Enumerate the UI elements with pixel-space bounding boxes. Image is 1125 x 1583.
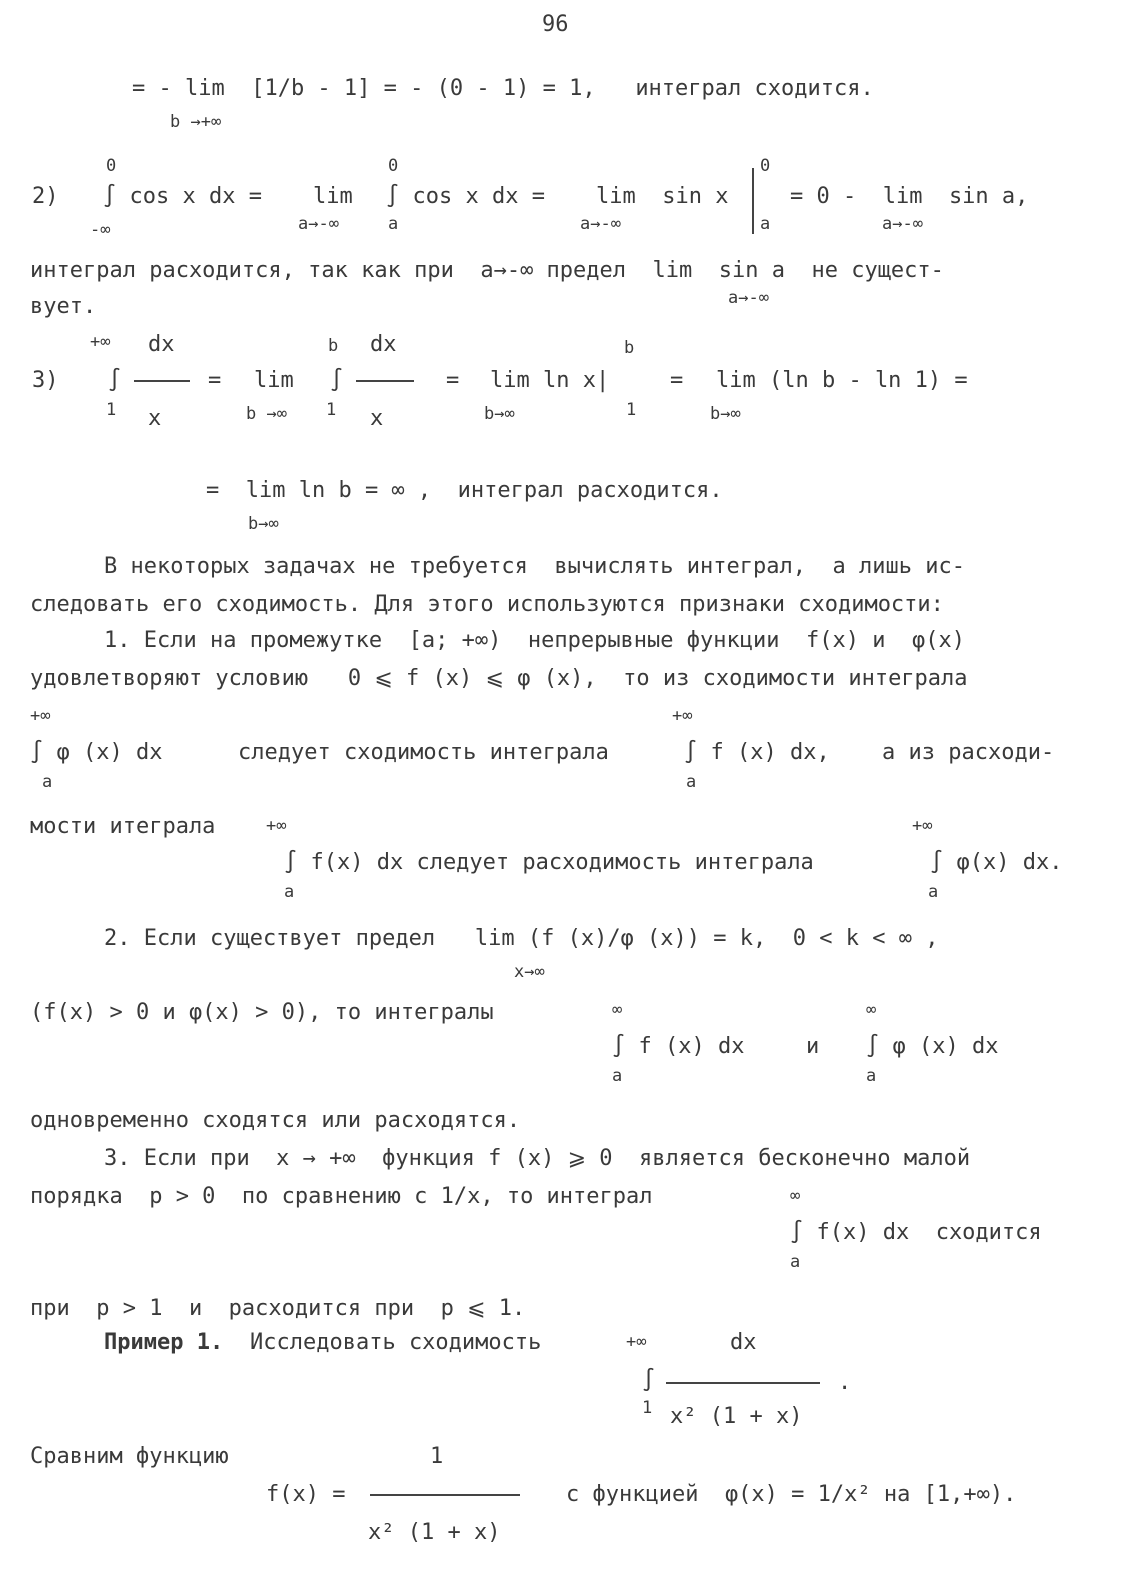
r1-right-integral: ∫ f (x) dx,: [684, 740, 830, 765]
r2-text: мости итеграла: [30, 814, 216, 839]
limit-line-2-subscript: b→∞: [248, 514, 279, 534]
r3-int1-lower: a: [612, 1066, 623, 1086]
e3-lim-1: lim: [254, 368, 294, 393]
text-line-2: вует.: [30, 294, 97, 319]
r1-left-lower: a: [42, 772, 53, 792]
r3-int2-lower: a: [866, 1066, 877, 1086]
e3-frac2-bar: [356, 380, 414, 382]
r3-text: (f(x) > 0 и φ(x) > 0), то интегралы: [30, 1000, 494, 1025]
paragraph-2-subscript: x→∞: [514, 962, 545, 982]
e3-frac1-bar: [134, 380, 190, 382]
r3-integral-2: ∫ φ (x) dx: [866, 1034, 999, 1059]
paragraph-3-line-1: одновременно сходятся или расходятся.: [30, 1108, 521, 1133]
e2-eval-upper: 0: [760, 156, 771, 176]
e3-integral-sign-2: ∫: [330, 368, 344, 393]
paragraph-3-line-2: 3. Если при x → +∞ функция f (x) ⩾ 0 является бесконечно малой: [104, 1146, 971, 1171]
item-number-3: 3): [32, 368, 59, 393]
e3-eval-upper: b: [624, 338, 635, 358]
e3-frac2-denominator: x: [370, 406, 384, 431]
paragraph-3-line-3: порядка p > 0 по сравнению с 1/x, то интеграл: [30, 1184, 653, 1209]
e3-equals-3: =: [670, 368, 684, 393]
r1-right-upper: +∞: [672, 706, 693, 726]
e3-equals-2: =: [446, 368, 460, 393]
r1-left-integral: ∫ φ (x) dx: [30, 740, 163, 765]
e2-int2-upper: 0: [388, 156, 399, 176]
r1-left-upper: +∞: [30, 706, 51, 726]
e2-result: = 0 - lim sin a,: [790, 184, 1029, 209]
e2-lim-1-subscript: a→-∞: [298, 214, 339, 234]
e2-eval-lower: a: [760, 214, 771, 234]
example-1-denominator: x² (1 + x): [670, 1404, 803, 1429]
e3-int1-upper: +∞: [90, 332, 111, 352]
paragraph-2-line-1: 2. Если существует предел lim (f (x)/φ (x)) = k, 0 < k < ∞ ,: [104, 926, 939, 951]
r1-tail: а из расходи-: [882, 740, 1055, 765]
e2-lim-1: lim: [313, 184, 353, 209]
r3-int1-upper: ∞: [612, 1000, 623, 1020]
e2-integral-2: ∫ cos x dx =: [386, 184, 545, 209]
r2-integral-2: ∫ φ(x) dx.: [930, 850, 1063, 875]
r2-int1-upper: +∞: [266, 816, 287, 836]
example-1-int-upper: +∞: [626, 1332, 647, 1352]
r2-integral-1: ∫ f(x) dx следует расходимость интеграла: [284, 850, 814, 875]
example-1-label: Пример 1.: [104, 1330, 224, 1355]
r4-int-lower: a: [790, 1252, 801, 1272]
limit-line-2: = lim ln b = ∞ , интеграл расходится.: [206, 478, 723, 503]
e2-integral-1: ∫ cos x dx =: [103, 184, 262, 209]
compare-text: Сравним функцию: [30, 1444, 229, 1469]
e3-frac2-numerator: dx: [370, 332, 397, 357]
r2-int1-lower: a: [284, 882, 295, 902]
e3-frac1-denominator: x: [148, 406, 162, 431]
example-1-integral-sign: ∫: [642, 1368, 656, 1393]
compare-numerator: 1: [430, 1444, 444, 1469]
paragraph-1-line-2: следовать его сходимость. Для этого используются признаки сходимости:: [30, 592, 944, 617]
r2-int2-upper: +∞: [912, 816, 933, 836]
item-number-2: 2): [32, 184, 59, 209]
text-line-1: интеграл расходится, так как при a→-∞ предел lim sin a не сущест-: [30, 258, 944, 283]
example-1-fraction-bar: [666, 1382, 820, 1384]
text-line-1-subscript: a→-∞: [728, 288, 769, 308]
compare-lhs: f(x) =: [266, 1482, 346, 1507]
example-1-int-lower: 1: [642, 1398, 653, 1418]
e3-eval-lower: 1: [626, 400, 637, 420]
e3-int1-lower: 1: [106, 400, 117, 420]
example-1-text: Исследовать сходимость: [250, 1330, 542, 1355]
r3-conjunction: и: [806, 1034, 820, 1059]
e2-evaluation-bar: [752, 168, 754, 234]
e3-int2-upper: b: [328, 336, 339, 356]
paragraph-4: при p > 1 и расходится при p ⩽ 1.: [30, 1296, 526, 1321]
e3-lim-1-subscript: b →∞: [246, 404, 287, 424]
e2-int2-lower: a: [388, 214, 399, 234]
r3-integral-1: ∫ f (x) dx: [612, 1034, 745, 1059]
limit-line-1-subscript: b →+∞: [170, 112, 222, 132]
e3-equals-1: =: [208, 368, 222, 393]
paragraph-1-line-3: 1. Если на промежутке [a; +∞) непрерывные функции f(x) и φ(x): [104, 628, 965, 653]
e3-lim-2: lim ln x|: [490, 368, 610, 393]
e2-lim-2: lim sin x: [596, 184, 729, 209]
e3-integral-sign-1: ∫: [108, 368, 122, 393]
r1-right-lower: a: [686, 772, 697, 792]
e3-lim-3-subscript: b→∞: [710, 404, 741, 424]
r4-int-upper: ∞: [790, 1186, 801, 1206]
r2-int2-lower: a: [928, 882, 939, 902]
e3-int2-lower: 1: [326, 400, 337, 420]
e2-int1-lower: -∞: [90, 220, 111, 240]
compare-rhs: с функцией φ(x) = 1/x² на [1,+∞).: [566, 1482, 1017, 1507]
r4-integral: ∫ f(x) dx сходится: [790, 1220, 1042, 1245]
page-number: 96: [542, 12, 569, 37]
example-1-numerator: dx: [730, 1330, 757, 1355]
r1-text: следует сходимость интеграла: [238, 740, 609, 765]
paragraph-1-line-1: В некоторых задачах не требуется вычислять интеграл, а лишь ис-: [104, 554, 965, 579]
compare-denominator: x² (1 + x): [368, 1520, 501, 1545]
e2-lim-2-subscript: a→-∞: [580, 214, 621, 234]
e3-frac1-numerator: dx: [148, 332, 175, 357]
e2-int1-upper: 0: [106, 156, 117, 176]
e3-lim-3: lim (ln b - ln 1) =: [716, 368, 968, 393]
r3-int2-upper: ∞: [866, 1000, 877, 1020]
limit-line-1: = - lim [1/b - 1] = - (0 - 1) = 1, интеграл сходится.: [132, 76, 874, 101]
example-1-dot: .: [838, 1370, 852, 1395]
paragraph-1-line-4: удовлетворяют условию 0 ⩽ f (x) ⩽ φ (x), то из сходимости интеграла: [30, 666, 968, 691]
e3-lim-2-subscript: b→∞: [484, 404, 515, 424]
compare-fraction-bar: [370, 1494, 520, 1496]
e2-result-subscript: a→-∞: [882, 214, 923, 234]
